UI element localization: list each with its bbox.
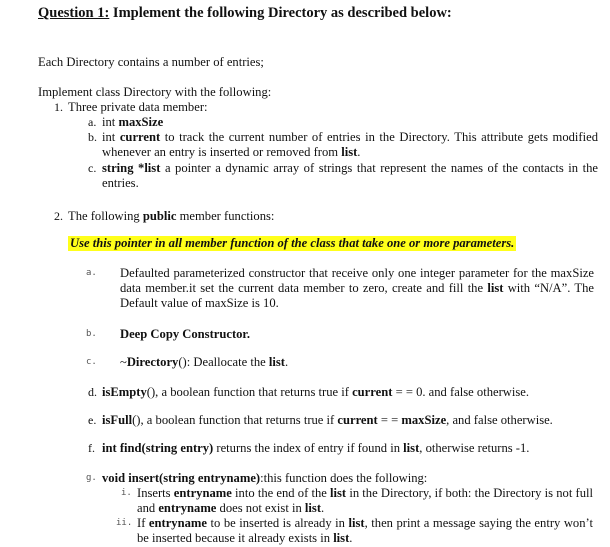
item-label: g.	[86, 473, 97, 483]
bold-text-segment: list	[330, 486, 347, 500]
section-1-label: Three private data member:	[68, 100, 208, 114]
subitem-label: ii.	[116, 518, 133, 528]
function-insert	[102, 471, 427, 486]
item-label: c.	[86, 357, 97, 367]
text-segment: (): Deallocate the	[178, 355, 269, 369]
text-segment: .	[321, 501, 325, 515]
bold-text-segment: entryname	[148, 516, 207, 530]
member-maxsize	[102, 115, 598, 130]
bold-text-segment: isEmpty	[102, 385, 147, 399]
function-constructor	[120, 266, 594, 311]
text-segment: .	[349, 531, 353, 545]
member-list	[102, 161, 598, 191]
bold-text-segment: string *list	[102, 161, 161, 175]
bold-text-segment: current	[119, 130, 161, 144]
function-destructor	[120, 355, 288, 370]
text-segment: member functions:	[176, 209, 275, 223]
section-2-number: 2.	[54, 209, 63, 223]
question-title	[38, 6, 452, 21]
text-segment: = =	[377, 413, 402, 427]
text-segment: :this function does the following:	[260, 471, 428, 485]
text-segment: The following	[68, 209, 143, 223]
text-segment: (), a boolean function that returns true if	[146, 385, 353, 399]
function-copy-constructor	[120, 327, 250, 342]
text-segment: does not exist in	[216, 501, 305, 515]
function-isempty	[102, 385, 529, 400]
text-segment: a pointer a dynamic array of strings that represent the names of the contacts in the entries.	[102, 161, 598, 190]
text-segment: to track the current number of entries in the Directory. This attribute gets modified whenever an entry is inserted or removed from	[102, 130, 598, 159]
bold-text-segment: public	[142, 209, 177, 223]
bold-text-segment: void insert(string entryname)	[102, 471, 261, 485]
function-find	[102, 441, 529, 456]
question-heading: Implement the following Directory as described below:	[109, 5, 452, 21]
section-1-number: 1.	[54, 100, 63, 114]
subitem-label: i.	[121, 488, 132, 498]
bold-text-segment: current	[352, 385, 393, 399]
text-segment: , and false otherwise.	[446, 413, 553, 427]
text-segment: int	[102, 115, 119, 129]
text-segment: ~	[120, 355, 127, 369]
text-segment: .	[285, 355, 289, 369]
item-label: b.	[86, 329, 97, 339]
insert-rule-2	[137, 516, 593, 546]
text-segment: returns the index of entry if found in	[213, 441, 404, 455]
text-segment: with “N/A”. The Default value of maxSize is 10.	[120, 281, 594, 310]
bold-text-segment: maxSize	[118, 115, 164, 129]
bold-text-segment: list	[333, 531, 350, 545]
item-label: a.	[88, 115, 97, 129]
implement-text: Implement class Directory with the following:	[38, 85, 272, 99]
bold-text-segment: entryname	[158, 501, 217, 515]
bold-text-segment: entryname	[173, 486, 232, 500]
text-segment: If	[137, 516, 149, 530]
intro-text: Each Directory contains a number of entries;	[38, 55, 264, 69]
bold-text-segment: list	[403, 441, 420, 455]
section-2-label	[68, 209, 274, 224]
bold-text-segment: list	[341, 145, 358, 159]
text-segment: .	[357, 145, 361, 159]
item-label: b.	[88, 130, 97, 144]
item-label: f.	[88, 441, 95, 455]
bold-text-segment: int find(string entry)	[102, 441, 214, 455]
text-segment: , then print a message saying the entry won’t be inserted because it already exists in	[137, 516, 593, 545]
bold-text-segment: list	[348, 516, 365, 530]
item-label: d.	[88, 385, 97, 399]
item-label: c.	[88, 161, 97, 175]
text-segment: int	[102, 130, 120, 144]
bold-text-segment: list	[304, 501, 322, 515]
bold-text-segment: Deep Copy Constructor.	[120, 327, 251, 341]
text-segment: = = 0. and false otherwise.	[392, 385, 530, 399]
member-current	[102, 130, 598, 160]
bold-text-segment: isFull	[102, 413, 133, 427]
text-segment: in the Directory, if both: the Directory is not full and	[137, 486, 593, 515]
highlighted-instruction: Use this pointer in all member function of the class that take one or more parameters.	[70, 236, 515, 250]
item-label: e.	[88, 413, 97, 427]
function-isfull	[102, 413, 553, 428]
bold-text-segment: list	[268, 355, 285, 369]
text-segment: Inserts	[137, 486, 174, 500]
bold-text-segment: list	[487, 281, 504, 295]
text-segment: , otherwise returns -1.	[419, 441, 530, 455]
bold-text-segment: Directory	[126, 355, 179, 369]
bold-text-segment: maxSize	[401, 413, 447, 427]
question-number: Question 1:	[38, 5, 110, 21]
insert-rule-1	[137, 486, 593, 516]
text-segment: to be inserted is already in	[206, 516, 349, 530]
item-label: a.	[86, 268, 97, 278]
text-segment: (), a boolean function that returns true if	[132, 413, 338, 427]
bold-text-segment: current	[337, 413, 378, 427]
text-segment: Defaulted parameterized constructor that receive only one integer parameter for the maxSize data member.it set the current data member to zero, create and fill the	[120, 266, 594, 295]
text-segment: into the end of the	[231, 486, 331, 500]
